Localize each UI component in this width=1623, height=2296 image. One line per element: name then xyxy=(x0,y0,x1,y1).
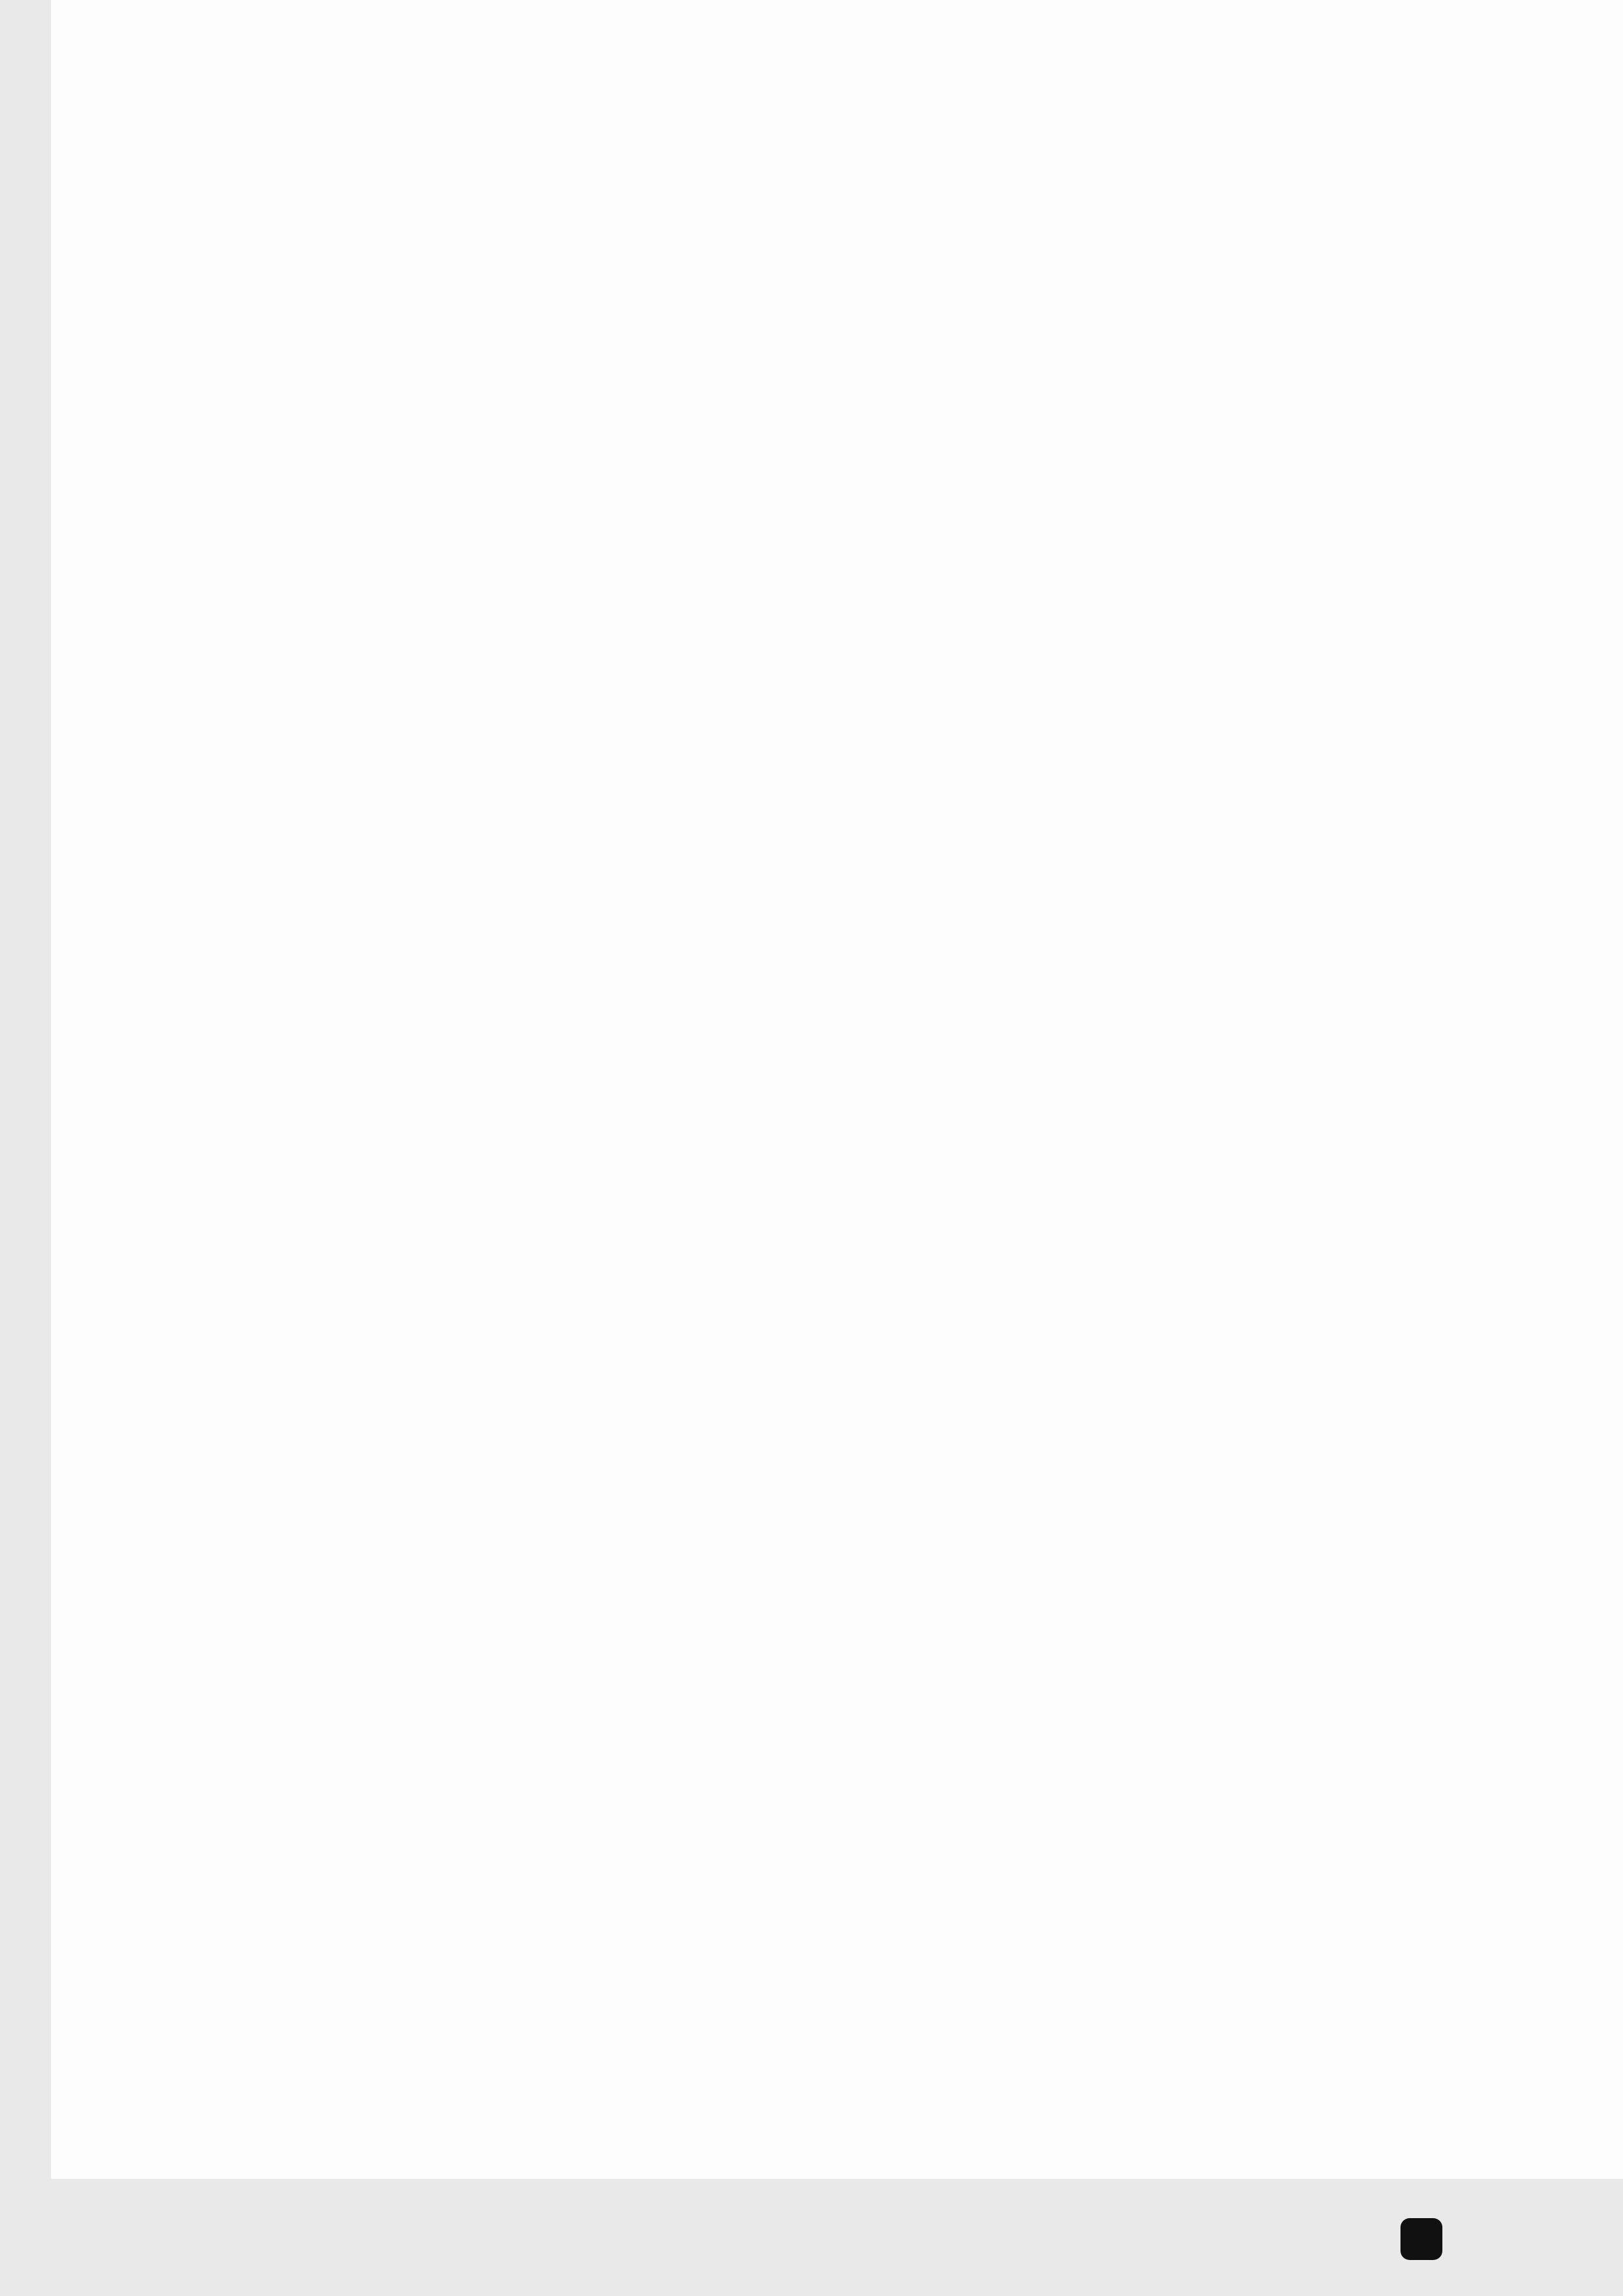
cs-logo-icon xyxy=(1400,2218,1442,2260)
scanner-watermark xyxy=(1400,2218,1616,2284)
